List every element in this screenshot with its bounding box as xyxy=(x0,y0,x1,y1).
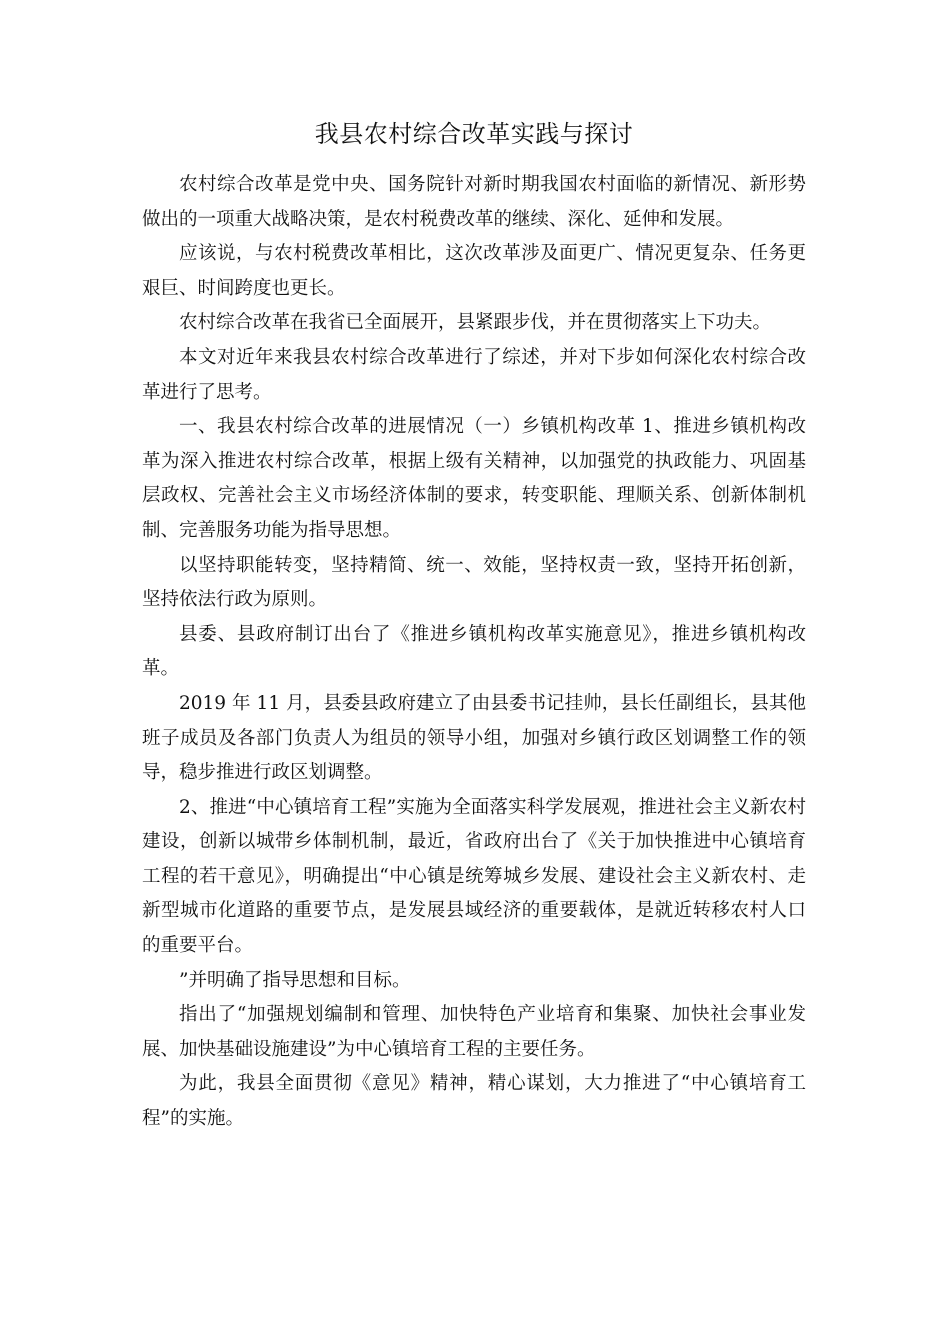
paragraph: 农村综合改革在我省已全面展开，县紧跟步伐，并在贯彻落实上下功夫。 xyxy=(179,312,772,334)
paragraph: 以坚持职能转变，坚持精简、统一、效能，坚持权责一致，坚持开拓创新，坚持依法行政为原则。 xyxy=(142,554,806,611)
document-title: 我县农村综合改革实践与探讨 xyxy=(314,120,634,148)
paragraph: 县委、县政府制订出台了《推进乡镇机构改革实施意见》，推进乡镇机构改革。 xyxy=(142,623,806,680)
paragraph: 指出了“加强规划编制和管理、加快特色产业培育和集聚、加快社会事业发展、加快基础设施建设”为中心镇培育工程的主要任务。 xyxy=(142,1004,806,1060)
paragraph: 为此，我县全面贯彻《意见》精神，精心谋划，大力推进了“中心镇培育工程”的实施。 xyxy=(142,1073,806,1130)
paragraph: 一、我县农村综合改革的进展情况（一）乡镇机构改革 1、推进乡镇机构改革为深入推进农村综合改革，根据上级有关精神，以加强党的执政能力、巩固基层政权、完善社会主义市场经济体制的要求，转变职能、理顺关系、创新体制机制、完善服务功能为指导思想。 xyxy=(142,416,806,541)
paragraph: 应该说，与农村税费改革相比，这次改革涉及面更广、情况更复杂、任务更艰巨、时间跨度也更长。 xyxy=(142,243,806,299)
paragraph: 2019 年 11 月，县委县政府建立了由县委书记挂帅，县长任副组长，县其他班子成员及各部门负责人为组员的领导小组，加强对乡镇行政区划调整工作的领导，稳步推进行政区划调整。 xyxy=(142,692,806,784)
paragraph: ”并明确了指导思想和目标。 xyxy=(179,969,411,991)
paragraph: 农村综合改革是党中央、国务院针对新时期我国农村面临的新情况、新形势做出的一项重大战略决策，是农村税费改革的继续、深化、延伸和发展。 xyxy=(142,174,806,230)
paragraph: 本文对近年来我县农村综合改革进行了综述，并对下步如何深化农村综合改革进行了思考。 xyxy=(142,346,806,403)
paragraph: 2、推进“中心镇培育工程”实施为全面落实科学发展观，推进社会主义新农村建设，创新以城带乡体制机制，最近，省政府出台了《关于加快推进中心镇培育工程的若干意见》，明确提出“中心镇是统筹城乡发展、建设社会主义新农村、走新型城市化道路的重要节点，是发展县域经济的重要载体，是就近转移农村人口的重要平台。 xyxy=(142,796,806,957)
document-body xyxy=(142,114,806,1137)
